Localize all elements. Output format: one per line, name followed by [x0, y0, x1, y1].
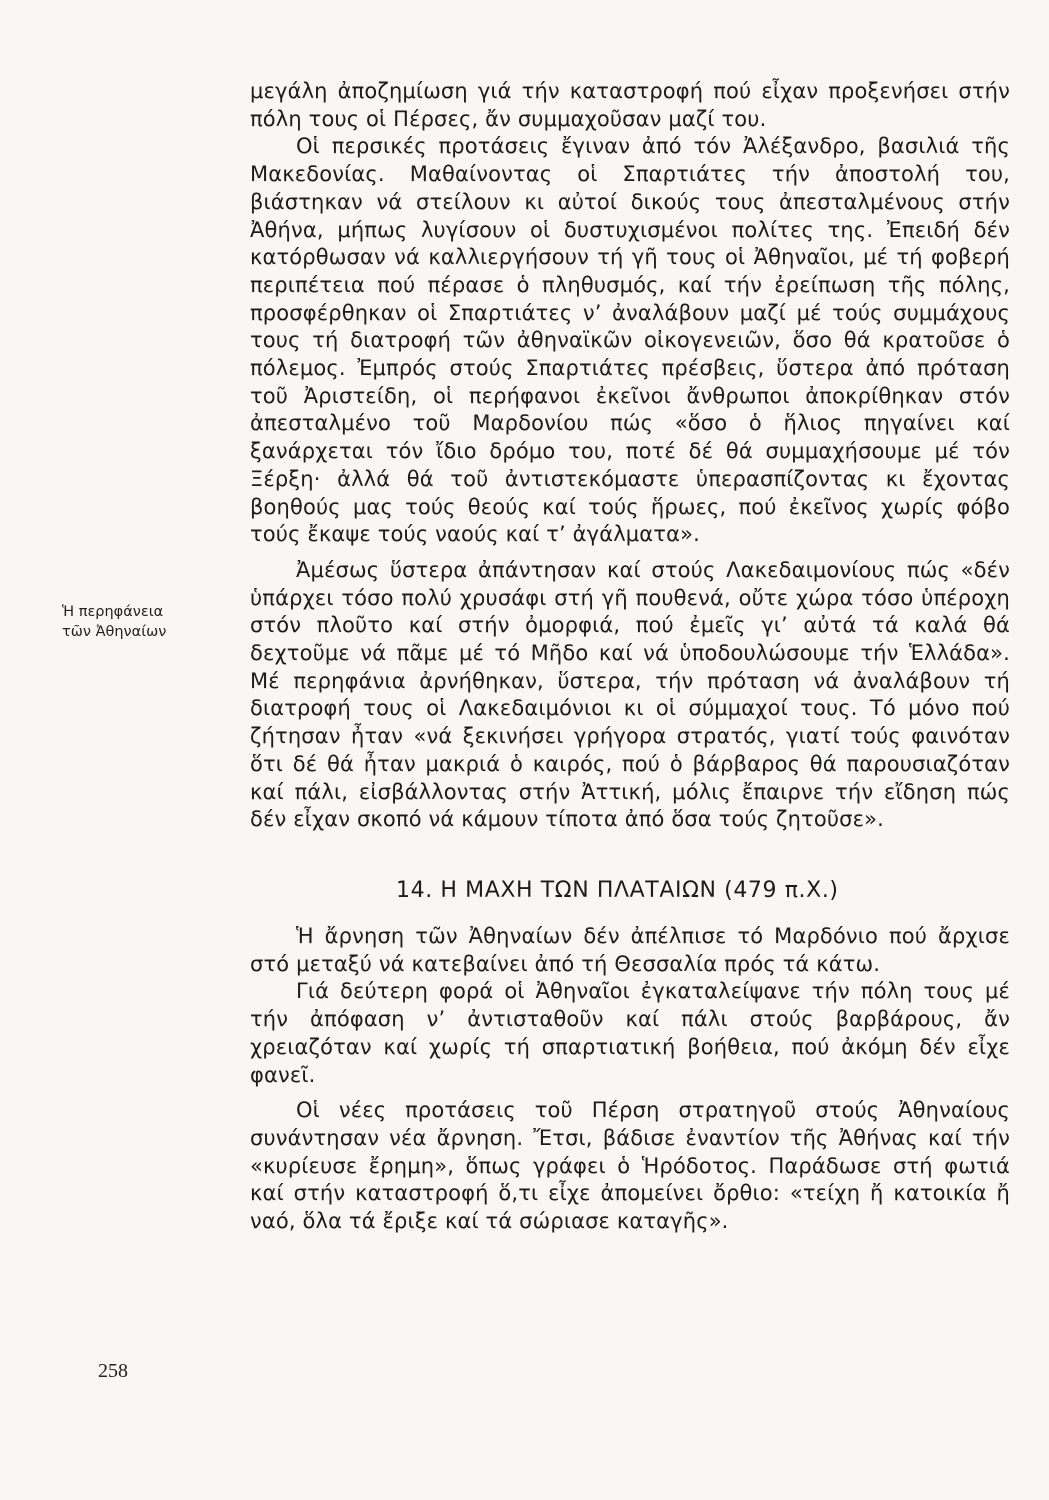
paragraph: Οἱ νέες προτάσεις τοῦ Πέρση στρατηγοῦ στούς Ἀθηναίους συνάντησαν νέα ἄρνηση. Ἔτσι, βάδισε ἐναντίον τῆς Ἀθήνας καί τήν «κυρίευσε ἔρημη», ὅπως γράφει ὁ Ἡρόδοτος. Παράδωσε στή φωτιά καί στήν καταστροφή ὅ,τι εἶχε ἀπομείνει ὄρθιο: «τείχη ἤ κατοικία ἤ ναό, ὅλα τά ἔριξε καί τά σώριασε καταγῆς».	[250, 1098, 1010, 1234]
page-number: 258	[98, 1360, 128, 1382]
paragraph-continued: μεγάλη ἀποζημίωση γιά τήν καταστροφή πού εἶχαν προξενήσει στήν πόλη τους οἱ Πέρσες, ἄν συμμαχοῦσαν μαζί του.	[250, 79, 1010, 131]
section-heading: 14. Η ΜΑΧΗ ΤΩΝ ΠΛΑΤΑΙΩΝ (479 π.Χ.)	[396, 877, 839, 903]
paragraph: Ἡ ἄρνηση τῶν Ἀθηναίων δέν ἀπέλπισε τό Μαρδόνιο πού ἄρχισε στό μεταξύ νά κατεβαίνει ἀπό τή Θεσσαλία πρός τά κάτω.	[250, 923, 1010, 976]
main-text	[250, 78, 1010, 1236]
margin-note	[62, 602, 212, 642]
paragraph: Ἀμέσως ὕστερα ἀπάντησαν καί στούς Λακεδαιμονίους πώς «δέν ὑπάρχει τόσο πολύ χρυσάφι στή γῆ πουθενά, οὔτε χώρα τόσο ὑπέροχη στόν πλοῦτο καί στήν ὀμορφιά, πού ἐμεῖς γι’ αὐτά τά καλά θά δεχτοῦμε νά πᾶμε μέ τό Μῆδο καί νά ὑποδουλώσουμε τήν Ἑλλάδα». Μέ περηφάνια ἀρνήθηκαν, ὕστερα, τήν πρόταση νά ἀναλάβουν τή διατροφή τους οἱ Λακεδαιμόνιοι κι οἱ σύμμαχοί τους. Τό μόνο πού ζήτησαν ἦταν «νά ξεκινήσει γρήγορα στρατός, γιατί τούς φαινόταν ὅτι δέ θά ἦταν μακριά ὁ καιρός, πού ὁ βάρβαρος θά παρουσιαζόταν καί πάλι, εἰσβάλλοντας στήν Ἀττική, μόλις ἔπαιρνε τήν εἴδηση πώς δέν εἶχαν σκοπό νά κάμουν τίποτα ἀπό ὅσα τούς ζητοῦσε».	[250, 557, 1010, 832]
margin-note-line-2: τῶν Ἀθηναίων	[62, 624, 167, 640]
paragraph: Γιά δεύτερη φορά οἱ Ἀθηναῖοι ἐγκαταλείψανε τήν πόλη τους μέ τήν ἀπόφαση ν’ ἀντισταθοῦν καί πάλι στούς βαρβάρους, ἄν χρειαζόταν καί χωρίς τή σπαρτιατική βοήθεια, πού ἀκόμη δέν εἶχε φανεῖ.	[250, 979, 1010, 1087]
margin-note-line-1: Ἡ περηφάνεια	[62, 604, 164, 620]
paragraph: Οἱ περσικές προτάσεις ἔγιναν ἀπό τόν Ἀλέξανδρο, βασιλιά τῆς Μακεδονίας. Μαθαίνοντας οἱ Σπαρτιάτες τήν ἀποστολή του, βιάστηκαν νά στείλουν κι αὐτοί δικούς τους ἀπεσταλμένους στήν Ἀθήνα, μήπως λυγίσουν οἱ δυστυχισμένοι πολίτες της. Ἐπειδή δέν κατόρθωσαν νά καλλιεργήσουν τή γῆ τους οἱ Ἀθηναῖοι, μέ τή φοβερή περιπέτεια πού πέρασε ὁ πληθυσμός, καί τήν ἐρείπωση τῆς πόλης, προσφέρθηκαν οἱ Σπαρτιάτες ν’ ἀναλάβουν μαζί μέ τούς συμμάχους τους τή διατροφή τῶν ἀθηναϊκῶν οἰκογενειῶν, ὅσο θά κρατοῦσε ὁ πόλεμος. Ἐμπρός στούς Σπαρτιάτες πρέσβεις, ὕστερα ἀπό πρόταση τοῦ Ἀριστείδη, οἱ περήφανοι ἐκεῖνοι ἄνθρωποι ἀποκρίθηκαν στόν ἀπεσταλμένο τοῦ Μαρδονίου πώς «ὅσο ὁ ἥλιος πηγαίνει καί ξανάρχεται τόν ἴδιο δρόμο του, ποτέ δέ θά συμμαχήσουμε μέ τόν Ξέρξη· ἀλλά θά τοῦ ἀντιστεκόμαστε ὑπερασπίζοντας κι ἔχοντας βοηθούς μας τούς θεούς καί τούς ἥρωες, πού ἐκεῖνος χωρίς φόβο τούς ἔκαψε τούς ναούς καί τ’ ἀγάλματα».	[250, 134, 1010, 547]
